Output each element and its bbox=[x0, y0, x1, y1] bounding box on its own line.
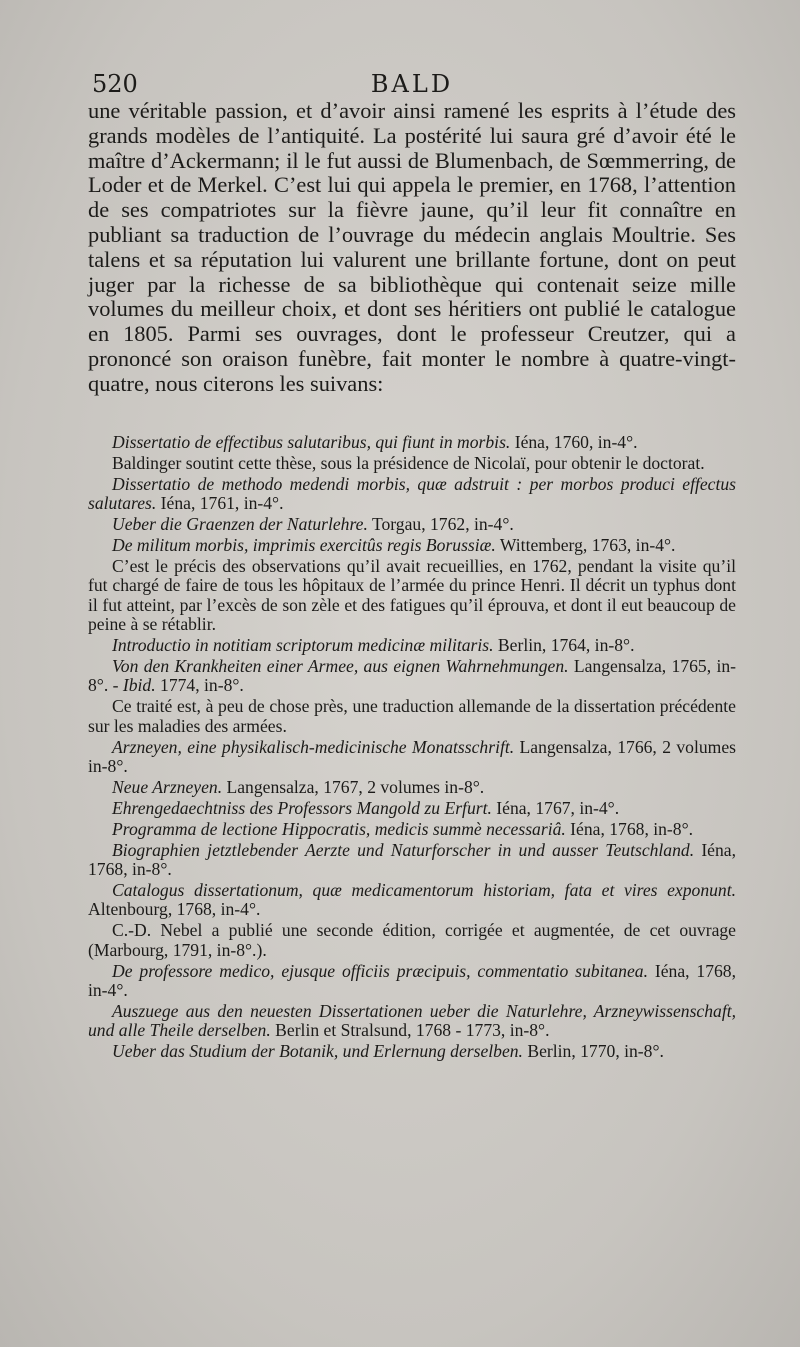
entry-details: Langensalza, 1767, 2 volumes in-8°. bbox=[222, 776, 485, 797]
bibliography-entry bbox=[88, 738, 736, 777]
bibliography-entry bbox=[88, 1002, 736, 1041]
bibliography-entry bbox=[88, 433, 736, 452]
bibliography-entry bbox=[88, 636, 736, 655]
page-number: 520 bbox=[92, 70, 138, 98]
bibliography-entry bbox=[88, 536, 736, 555]
entry-details: Berlin et Stralsund, 1768 - 1773, in-8°. bbox=[270, 1020, 550, 1041]
running-title: BALD bbox=[370, 70, 454, 98]
bibliography-note: C’est le précis des observations qu’il avait recueillies, en 1762, pendant la visite qu’il fut chargé de faire de tous les hôpitaux de l’armée du prince Henri. Il décrit un typhus dont il fut atteint, par l’excès de son zèle et des fatigues qu’il éprouva, et dont il eut beaucoup de peine à se rétablir. bbox=[88, 555, 736, 635]
entry-title: Programma de lectione Hippocratis, medicis summè necessariâ. bbox=[112, 818, 566, 839]
entry-details: 1774, in-8°. bbox=[155, 675, 244, 696]
bibliography-entry bbox=[88, 778, 736, 797]
bibliography-note: Baldinger soutint cette thèse, sous la présidence de Nicolaï, pour obtenir le doctorat. bbox=[112, 452, 705, 473]
entry-details: Iéna, 1760, in-4°. bbox=[510, 432, 638, 452]
bibliography-note: C.-D. Nebel a publié une seconde édition, corrigée et augmentée, de cet ouvrage (Marbourg, 1791, in-8°.). bbox=[88, 920, 736, 960]
entry-title: Dissertatio de effectibus salutaribus, qui fiunt in morbis. bbox=[112, 432, 511, 452]
entry-details: Torgau, 1762, in-4°. bbox=[367, 514, 514, 535]
entry-details: Langensalza, 1766, 2 volumes in-8°. bbox=[88, 736, 736, 776]
bibliography-entry bbox=[88, 799, 736, 818]
entry-title: Ibid. bbox=[122, 675, 156, 696]
bibliography-entry bbox=[88, 841, 736, 880]
bibliography-entry bbox=[88, 881, 736, 920]
bibliography-list bbox=[88, 433, 736, 1063]
bibliography-entry bbox=[88, 515, 736, 534]
entry-details: Iéna, 1761, in-4°. bbox=[156, 493, 284, 514]
entry-details: Iéna, 1768, in-8°. bbox=[565, 818, 694, 839]
entry-title: Auszuege aus den neuesten Dissertationen ueber die Naturlehre, Arzneywissenschaft, und alle Theile derselben. bbox=[88, 1000, 736, 1041]
entry-details: Berlin, 1764, in-8°. bbox=[493, 635, 635, 656]
entry-title: Arzneyen, eine physikalisch-medicinische Monatsschrift. bbox=[112, 736, 515, 757]
entry-title: Biographien jetztlebender Aerzte und Naturforscher in und ausser Teutschland. bbox=[112, 839, 695, 860]
bibliography-entry bbox=[88, 962, 736, 1001]
entry-title: Von den Krankheiten einer Armee, aus eignen Wahrnehmungen. bbox=[112, 655, 569, 676]
entry-title: De professore medico, ejusque officiis præcipuis, commentatio subitanea. bbox=[112, 960, 648, 981]
entry-title: Ueber die Graenzen der Naturlehre. bbox=[112, 514, 368, 535]
entry-details: Wittemberg, 1763, in-4°. bbox=[495, 535, 676, 556]
entry-details: Langensalza, 1765, in-8°. - bbox=[88, 655, 736, 696]
bibliography-entry bbox=[88, 1042, 736, 1061]
entry-title: Catalogus dissertationum, quæ medicamentorum historiam, fata et vires exponunt. bbox=[112, 879, 736, 900]
entry-title: Introductio in notitiam scriptorum medicinæ militaris. bbox=[112, 635, 494, 656]
entry-details: Iéna, 1768, in-8°. bbox=[88, 839, 736, 880]
entry-details: Berlin, 1770, in-8°. bbox=[522, 1041, 664, 1062]
bibliography-entry bbox=[88, 657, 736, 696]
entry-title: Dissertatio de methodo medendi morbis, quæ adstruit : per morbos produci effectus salutares. bbox=[88, 473, 736, 514]
entry-title: Ueber das Studium der Botanik, und Erlernung derselben. bbox=[112, 1041, 523, 1062]
main-paragraph: une véritable passion, et d’avoir ainsi ramené les esprits à l’étude des grands modèles de l’antiquité. La postérité lui saura gré d’avoir été le maître d’Ackermann; il le fut aussi de Blumenbach, de Sœmmerring, de Loder et de Merkel. C’est lui qui appela le premier, en 1768, l’attention de ses compatriotes sur la fièvre jaune, qu’il leur fit connaître en publiant sa traduction de l’ouvrage du médecin anglais Moultrie. Ses talens et sa réputation lui valurent une brillante fortune, dont on peut juger par la richesse de sa bibliothèque qui contenait seize mille volumes du meilleur choix, et dont ses héritiers ont publié le catalogue en 1805. Parmi ses ouvrages, dont le professeur Creutzer, qui a prononcé son oraison funèbre, fait monter le nombre à quatre-vingt-quatre, nous citerons les suivans: bbox=[88, 98, 736, 396]
entry-details: Iéna, 1768, in-4°. bbox=[88, 960, 736, 1000]
entry-title: Ehrengedaechtniss des Professors Mangold zu Erfurt. bbox=[112, 797, 492, 818]
entry-details: Altenbourg, 1768, in-4°. bbox=[88, 899, 261, 920]
main-text bbox=[88, 99, 736, 397]
bibliography-note: Ce traité est, à peu de chose près, une traduction allemande de la dissertation précédente sur les maladies des armées. bbox=[88, 696, 736, 736]
bibliography-entry bbox=[88, 820, 736, 839]
bibliography-entry bbox=[88, 475, 736, 514]
entry-details: Iéna, 1767, in-4°. bbox=[491, 797, 620, 818]
entry-title: De militum morbis, imprimis exercitûs regis Borussiæ. bbox=[112, 535, 496, 556]
entry-title: Neue Arzneyen. bbox=[112, 776, 223, 797]
